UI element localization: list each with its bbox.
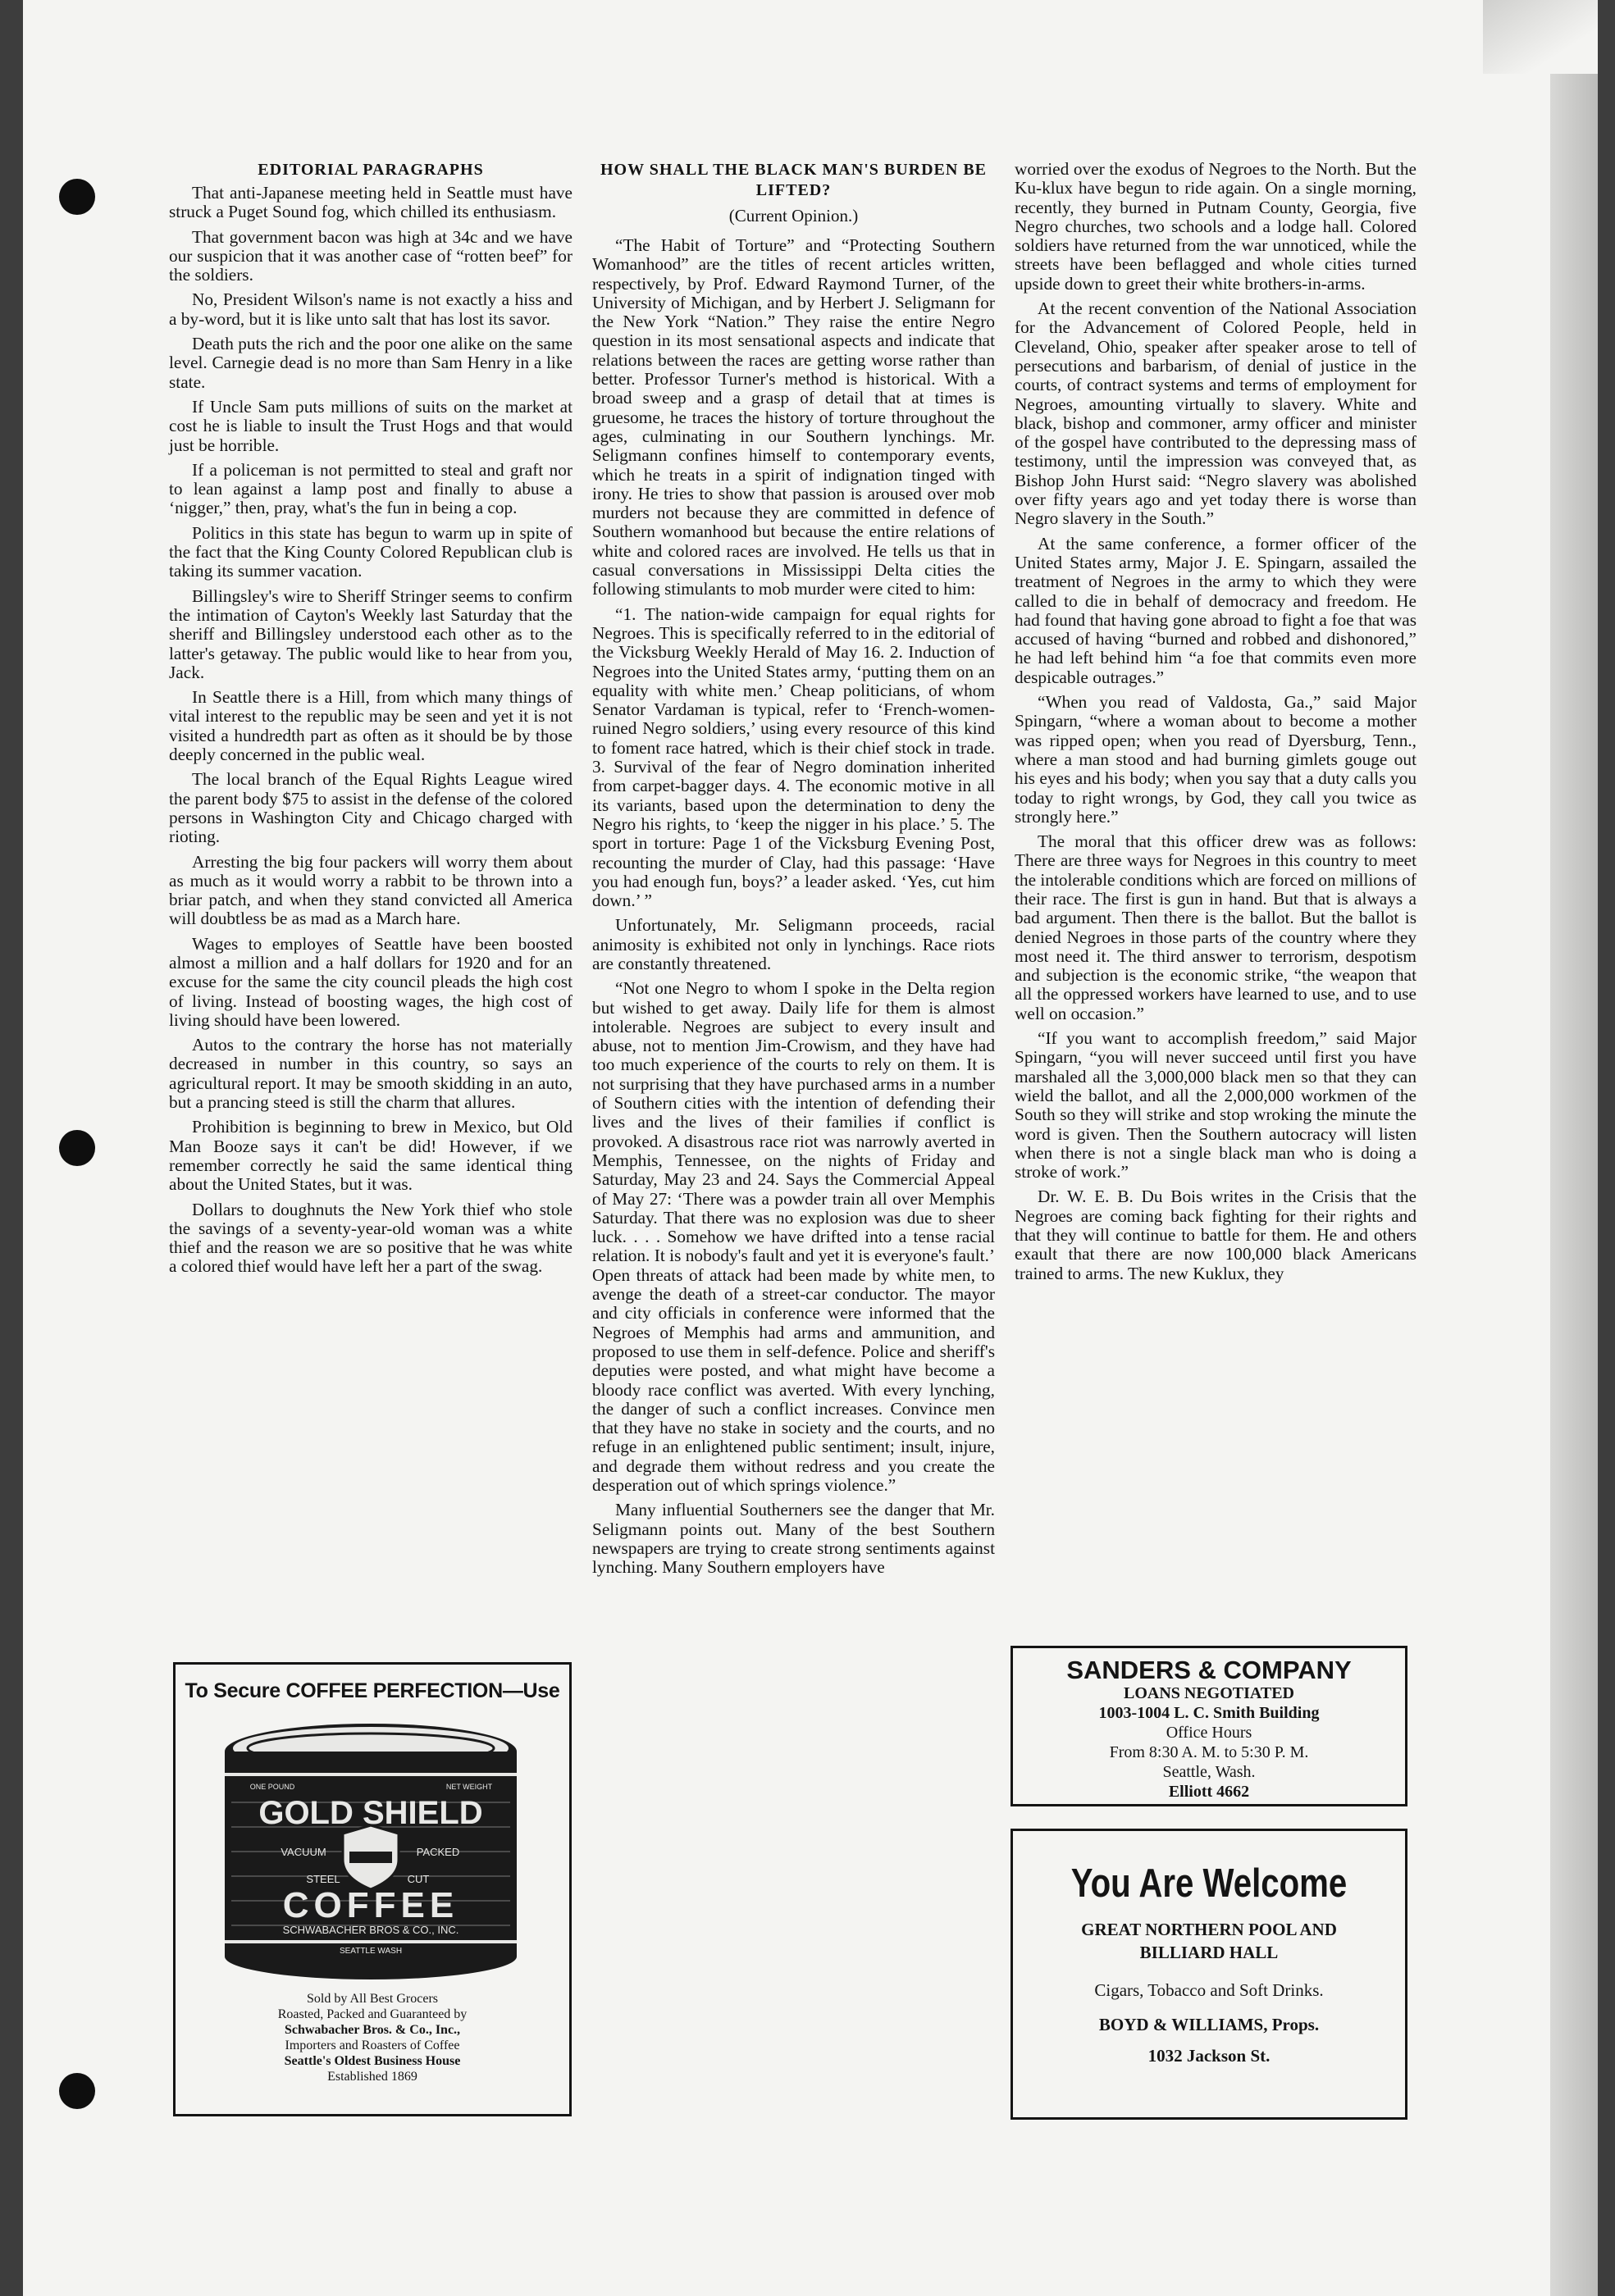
can-packed-text: PACKED: [416, 1846, 460, 1858]
coffee-ad-line: Schwabacher Bros. & Co., Inc.,: [284, 2023, 461, 2037]
editorial-paragraph: If a policeman is not permitted to steal and graft nor to lean against a lamp post and finally to abuse a ‘nigger,” then, pray, what's the fun in being a cop.: [169, 459, 573, 518]
article-paragraph: “1. The nation-wide campaign for equal rights for Negroes. This is specifically referred to in the editorial of the Vicksburg Weekly Herald of May 16. 2. Induction of Negroes into the United States army, ‘putting them on an equality with white men.’ Cheap politicians, of whom Senator Vardaman is typical, refer to ‘French-women-ruined Negro soldiers,’ using every resource of this kind to foment race hatred, which is their chief stock in trade. 3. Survival of the fear of Negro domination inherited from carpet-bagger days. 4. The economic motive in all its variants, based upon the determination to deny the Negro his rights, to ‘keep the nigger in his place.’ 5. The sport in torture: Page 1 of the Vicksburg Evening Post, recounting the murder of Clay, had this passage: ‘Have you had enough fun, boys?’ a leader asked. ‘Yes, cut him down.’ ”: [592, 604, 995, 911]
article-paragraph: The moral that this officer drew was as follows: There are three ways for Negroes in this country to meet the intolerable conditions which are forced on millions of their race. The first is gun in hand. But that is always a bad argument. Then there is the ballot. But the ballot is denied Negroes in those parts of the country where they most need it. The third answer to terrorism, despotism and subjection is the economic strike, “the weapon that all the oppressed workers have learned to use, and to use well on occasion.”: [1015, 831, 1417, 1023]
welcome-ad-line: BOYD & WILLIAMS, Props.: [1098, 2015, 1320, 2034]
coffee-ad-line: Established 1869: [327, 2070, 417, 2084]
page-corner: [1483, 0, 1598, 74]
article-paragraph: “The Habit of Torture” and “Protecting Southern Womanhood” are the titles of recent articles written, respectively, by Prof. Edward Raymond Turner, of the University of Michigan, and by Herbert J. Seligmann for the New York “Nation.” They raise the entire Negro question in its most sensational aspects and indicate that relations between the races are getting worse rather than better. Professor Turner's method is historical. With a broad sweep and a grasp of detail that at times is gruesome, he traces the history of torture throughout the ages, culminating in our Southern lynchings. Mr. Seligmann confines himself to contemporary events, which he treats in a spirit of indignation tinged with irony. He tries to show that passion is aroused over mob murders not because they are committed in defence of Southern womanhood but because the entire relations of white and colored races are involved. He tells us that in casual conversations in Mississippi Delta cities the following stimulants to mob murder were cited to him:: [592, 235, 995, 599]
black-mans-burden-article: [592, 160, 995, 1583]
welcome-ad-line: GREAT NORTHERN POOL AND: [1081, 1920, 1337, 1939]
welcome-ad-line: Cigars, Tobacco and Soft Drinks.: [1094, 1980, 1324, 2000]
article-paragraph: worried over the exodus of Negroes to the North. But the Ku-klux have begun to ride again. On a single morning, recently, they burned in Putnam County, Georgia, five Negro churches, two schools and a lodge hall. Colored soldiers have returned from the war unnoticed, while the streets have been beflagged and whole cities turned upside down to greet their white brothers-in-arms.: [1015, 159, 1417, 294]
editorial-paragraph: That government bacon was high at 34c and we have our suspicion that it was another case of “rotten beef” for the soldiers.: [169, 226, 573, 285]
editorial-heading: EDITORIAL PARAGRAPHS: [258, 161, 484, 179]
article-paragraph: At the recent convention of the National Association for the Advancement of Colored People, held in Cleveland, Ohio, speaker after speaker arose to tell of persecutions and barbarism, of denial of justice in the courts, of contract systems and terms of employment for Negroes, amounting virtually to slavery. White and black, bishop and commoner, army officer and minister of the gospel have contributed to the depressing mass of testimony, until the impression was conveyed that, as Bishop John Hurst said: “Negro slavery was abolished over fifty years ago and yet today there is worse than Negro slavery in the South.”: [1015, 298, 1417, 529]
editorial-paragraphs-column: [169, 160, 573, 1282]
editorial-paragraph: Death puts the rich and the poor one alike on the same level. Carnegie dead is no more than Sam Henry in a like state.: [169, 334, 573, 392]
sanders-ad-line: From 8:30 A. M. to 5:30 P. M.: [1109, 1743, 1309, 1761]
great-northern-pool-ad: [1011, 1829, 1407, 2120]
can-product-text: COFFEE: [282, 1885, 459, 1925]
sanders-ad-line: Office Hours: [1166, 1724, 1252, 1742]
can-city-text: SEATTLE WASH: [339, 1947, 403, 1956]
sanders-ad-line: Elliott 4662: [1168, 1783, 1250, 1801]
article-paragraph: At the same conference, a former officer of the United States army, Major J. E. Spingarn, assailed the treatment of Negroes in the army to which they were called to die in behalf of democracy and freedom. He had found that having gone abroad to fight a foe that was accused of having “burned and robbed and dishonored,” he had left behind him “a foe that commits even more despicable outrages.”: [1015, 533, 1417, 687]
article-paragraph: “If you want to accomplish freedom,” said Major Spingarn, “you will never succeed until first you have marshaled all the 3,000,000 black men so that they can wield the ballot, and all the 2,000,000 workmen of the South so they will strike and stop wroking the minute the word is given. Then the Southern autocracy will listen when there is not a single black man who is doing a stroke of work.”: [1015, 1028, 1417, 1182]
binder-hole-middle: [59, 1130, 95, 1166]
editorial-paragraph: Dollars to doughnuts the New York thief who stole the savings of a seventy-year-old woman was a white thief and the reason we are so positive that he was white a colored thief would have left her a part of the swag.: [169, 1199, 573, 1277]
page-edge-shadow: [1550, 0, 1598, 2296]
editorial-paragraph: Prohibition is beginning to brew in Mexico, but Old Man Booze says it can't be did! However, if we remember correctly he said the same identical thing about the United States, but it was.: [169, 1117, 573, 1195]
article-source: (Current Opinion.): [728, 206, 859, 226]
article-paragraph: Dr. W. E. B. Du Bois writes in the Crisis that the Negroes are coming back fighting for their rights and that they will continue to battle for them. He and others exault that there are now 100,000 black Americans trained to arms. The new Kuklux, they: [1015, 1187, 1417, 1283]
article-paragraph: “Not one Negro to whom I spoke in the Delta region but wished to get away. Daily life for them is almost intolerable. Negroes are subject to every insult and abuse, not to mention Jim-Crowism, and they have had too much experience of the courts to rely on them. It is not surprising that they have purchased arms in a number of Southern cities with the intention of defending their lives and the lives of their families if conflict is provoked. A disastrous race riot was narrowly averted in Memphis, Tennessee, on the nights of Friday and Saturday, May 23 and 24. Says the Commercial Appeal of May 27: ‘There was a powder train all over Memphis Saturday. That there was no explosion was due to sheer luck. . . . Somehow we have drifted into a tense racial relation. It is nobody's fault and yet it is everyone's fault.’ Open threats of attack had been made by white men, to avenge the death of a street-car conductor. The mayor and city officials in conference were informed that the Negroes of Memphis had arms and ammunition, and proposed to use them in self-defence. Police and sheriff's deputies were posted, and what might have become a bloody race conflict was averted. With every lynching, the danger of such a conflict increases. Convince men that they have no stake in society and the courts, and no refuge in an enlightened public sentiment; insult, injure, and degrade them without redress and you create the desperation out of which springs violence.”: [592, 978, 995, 1495]
editorial-paragraph: Arresting the big four packers will worry them about as much as it would worry a rabbit to be thrown into a briar patch, and when they stand convicted all America will doubtless be as mad as a March hare.: [169, 851, 573, 929]
sanders-ad-title: SANDERS & COMPANY: [1066, 1656, 1352, 1684]
coffee-ad-headline: To Secure COFFEE PERFECTION—Use: [185, 1679, 560, 1702]
can-steel-text: STEEL: [306, 1873, 340, 1885]
sanders-company-ad: [1011, 1646, 1407, 1806]
editorial-paragraph: Autos to the contrary the horse has not materially decreased in number in this country, so says an agricultural report. It may be smooth skidding in an auto, but a prancing steed is still the charm that allures.: [169, 1035, 573, 1113]
can-weight-text: NET WEIGHT: [445, 1783, 493, 1791]
welcome-ad-line: 1032 Jackson St.: [1147, 2046, 1271, 2066]
article-paragraph: Unfortunately, Mr. Seligmann proceeds, racial animosity is exhibited not only in lynchings. Race riots are constantly threatened.: [592, 915, 995, 973]
editorial-paragraph: If Uncle Sam puts millions of suits on the market at cost he is liable to insult the Trust Hogs and that would just be horrible.: [169, 396, 573, 455]
can-brand-text: GOLD SHIELD: [258, 1795, 483, 1831]
gold-shield-coffee-ad: [173, 1662, 572, 2116]
article-paragraph: Many influential Southerners see the danger that Mr. Seligmann points out. Many of the best Southern newspapers are trying to create strong sentiments against lynching. Many Southern employers have: [592, 1500, 995, 1578]
can-vacuum-text: VACUUM: [281, 1846, 326, 1858]
article-heading: HOW SHALL THE BLACK MAN'S BURDEN BE LIFTED?: [600, 161, 988, 199]
editorial-paragraph: The local branch of the Equal Rights League wired the parent body $75 to assist in the defense of the colored persons in Washington City and Chicago charged with rioting.: [169, 769, 573, 847]
binder-hole-top: [59, 179, 95, 215]
coffee-ad-line: Sold by All Best Grocers: [307, 1992, 438, 2006]
coffee-ad-line: Seattle's Oldest Business House: [284, 2054, 461, 2068]
can-pound-text: ONE POUND: [249, 1783, 295, 1791]
article-paragraph: “When you read of Valdosta, Ga.,” said Major Spingarn, “where a woman about to become a mother was ripped open; when you read of Dyersburg, Tenn., where a man stood and had burning gimlets gouge out his eyes and his body; when you say that a duty calls you today to right wrongs, by God, they call you twice as strongly here.”: [1015, 692, 1417, 827]
editorial-paragraph: Billingsley's wire to Sheriff Stringer seems to confirm the intimation of Cayton's Weekly last Saturday that the sheriff and Billingsley understood each other as to the latter's getaway. The public would like to hear from you, Jack.: [169, 585, 573, 682]
welcome-ad-title: You Are Welcome: [1070, 1861, 1348, 1906]
article-continuation-column: [1015, 160, 1417, 1289]
editorial-paragraph: No, President Wilson's name is not exactly a hiss and a by-word, but it is like unto salt that has lost its savor.: [169, 289, 573, 329]
editorial-paragraph: Wages to employes of Seattle have been boosted almost a million and a half dollars for 1920 and for an excuse for the same the city council pleads the high cost of living. Instead of boosting wages, the high cost of living should have been lowered.: [169, 933, 573, 1030]
coffee-can-illustration: [215, 1720, 527, 1983]
can-cut-text: CUT: [407, 1873, 430, 1885]
binder-hole-bottom: [59, 2073, 95, 2109]
editorial-paragraph: In Seattle there is a Hill, from which many things of vital interest to the republic may be seen and yet it is not visited a hundredth part as often as it should be by those deeply concerned in the public weal.: [169, 687, 573, 765]
sanders-ad-line: Seattle, Wash.: [1162, 1763, 1256, 1781]
can-maker-text: SCHWABACHER BROS & CO., INC.: [282, 1924, 459, 1936]
welcome-ad-line: BILLIARD HALL: [1139, 1943, 1279, 1962]
sanders-ad-line: LOANS NEGOTIATED: [1123, 1684, 1294, 1702]
editorial-paragraph: That anti-Japanese meeting held in Seattle must have struck a Puget Sound fog, which chilled its enthusiasm.: [169, 183, 573, 222]
editorial-paragraph: Politics in this state has begun to warm up in spite of the fact that the King County Colored Republican club is taking its summer vacation.: [169, 522, 573, 581]
sanders-ad-line: 1003-1004 L. C. Smith Building: [1098, 1704, 1320, 1722]
coffee-ad-line: Roasted, Packed and Guaranteed by: [277, 2007, 468, 2021]
coffee-ad-line: Importers and Roasters of Coffee: [285, 2039, 460, 2052]
